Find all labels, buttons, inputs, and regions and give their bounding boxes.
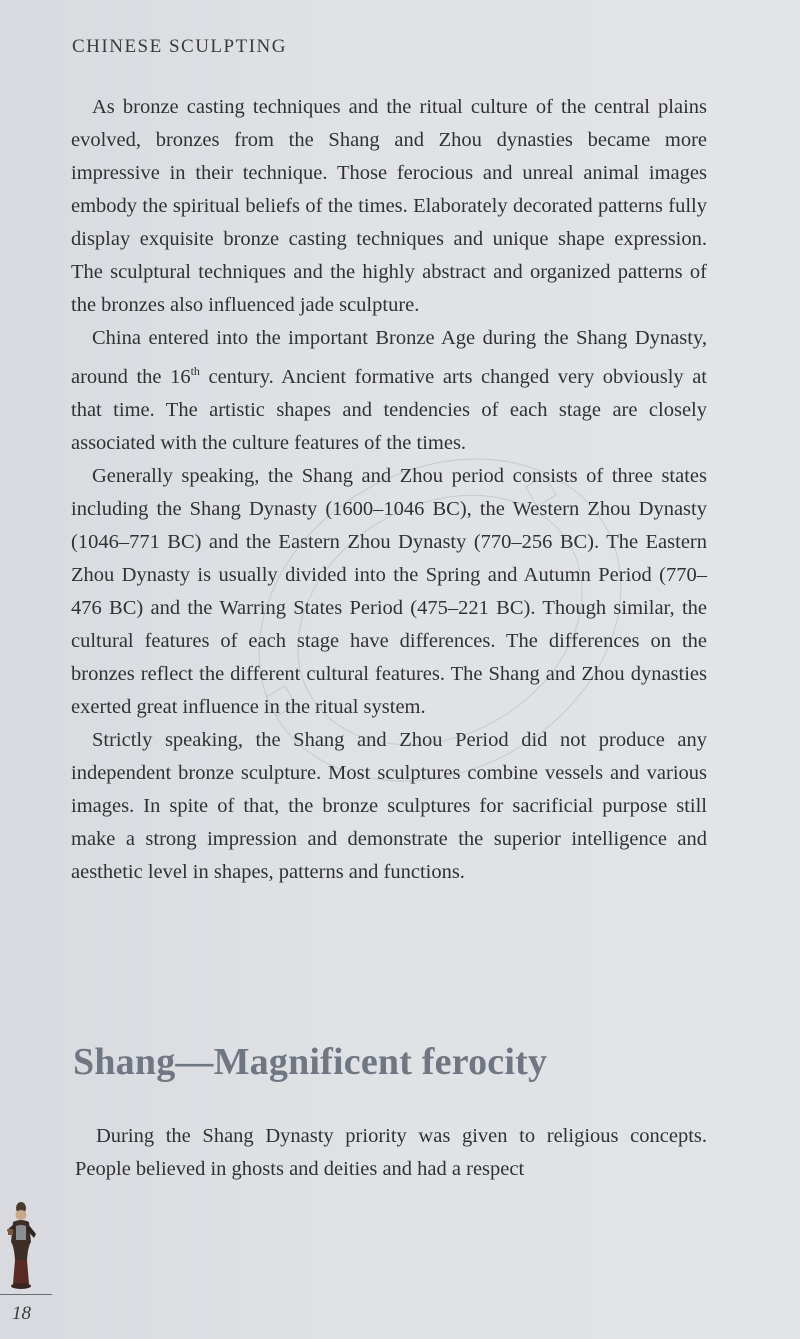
body-text <box>71 91 707 889</box>
paragraph-4: Strictly speaking, the Shang and Zhou Period did not produce any independent bronze sculpture. Most sculptures combine vessels and various images. In spite of that, the bronze sculptures for sacrificial purpose still make a strong impression and demonstrate the superior intelligence and aesthetic level in shapes, patterns and functions. <box>71 728 707 883</box>
paragraph-1: As bronze casting techniques and the ritual culture of the central plains evolved, bronzes from the Shang and Zhou dynasties became more impressive in their technique. Those ferocious and unreal animal images embody the spiritual beliefs of the times. Elaborately decorated patterns fully display exquisite bronze casting techniques and unique shape expression. The sculptural techniques and the highly abstract and organized patterns of the bronzes also influenced jade sculpture. <box>71 96 707 316</box>
paragraph-2 <box>71 322 707 460</box>
paragraph-3: Generally speaking, the Shang and Zhou period consists of three states including the Shang Dynasty (1600–1046 BC), the Western Zhou Dynasty (1046–771 BC) and the Eastern Zhou Dynasty (770–256 BC). The Eastern Zhou Dynasty is usually divided into the Spring and Autumn Period (770–476 BC) and the Warring States Period (475–221 BC). Though similar, the cultural features of each stage have differences. The differences on the bronzes reflect the different cultural features. The Shang and Zhou dynasties exerted great influence in the ritual system. <box>71 464 707 718</box>
section-body <box>75 1120 707 1186</box>
folio-rule <box>0 1294 52 1295</box>
paragraph-2-text: China entered into the important Bronze Age during the Shang Dynasty, around the 16 <box>71 327 707 388</box>
section-paragraph: During the Shang Dynasty priority was given to religious concepts. People believed in ghosts and deities and had a respect <box>75 1125 707 1180</box>
superscript-th: th <box>190 364 200 378</box>
section-heading: Shang—Magnificent ferocity <box>73 1041 548 1083</box>
page-number: 18 <box>12 1303 31 1324</box>
paragraph-2-text-cont: century. Ancient formative arts changed very obviously at that time. The artistic shapes and tendencies of each stage are closely associated with the culture features of the times. <box>71 365 707 454</box>
running-head: CHINESE SCULPTING <box>72 36 287 57</box>
figurine-illustration <box>4 1200 38 1290</box>
